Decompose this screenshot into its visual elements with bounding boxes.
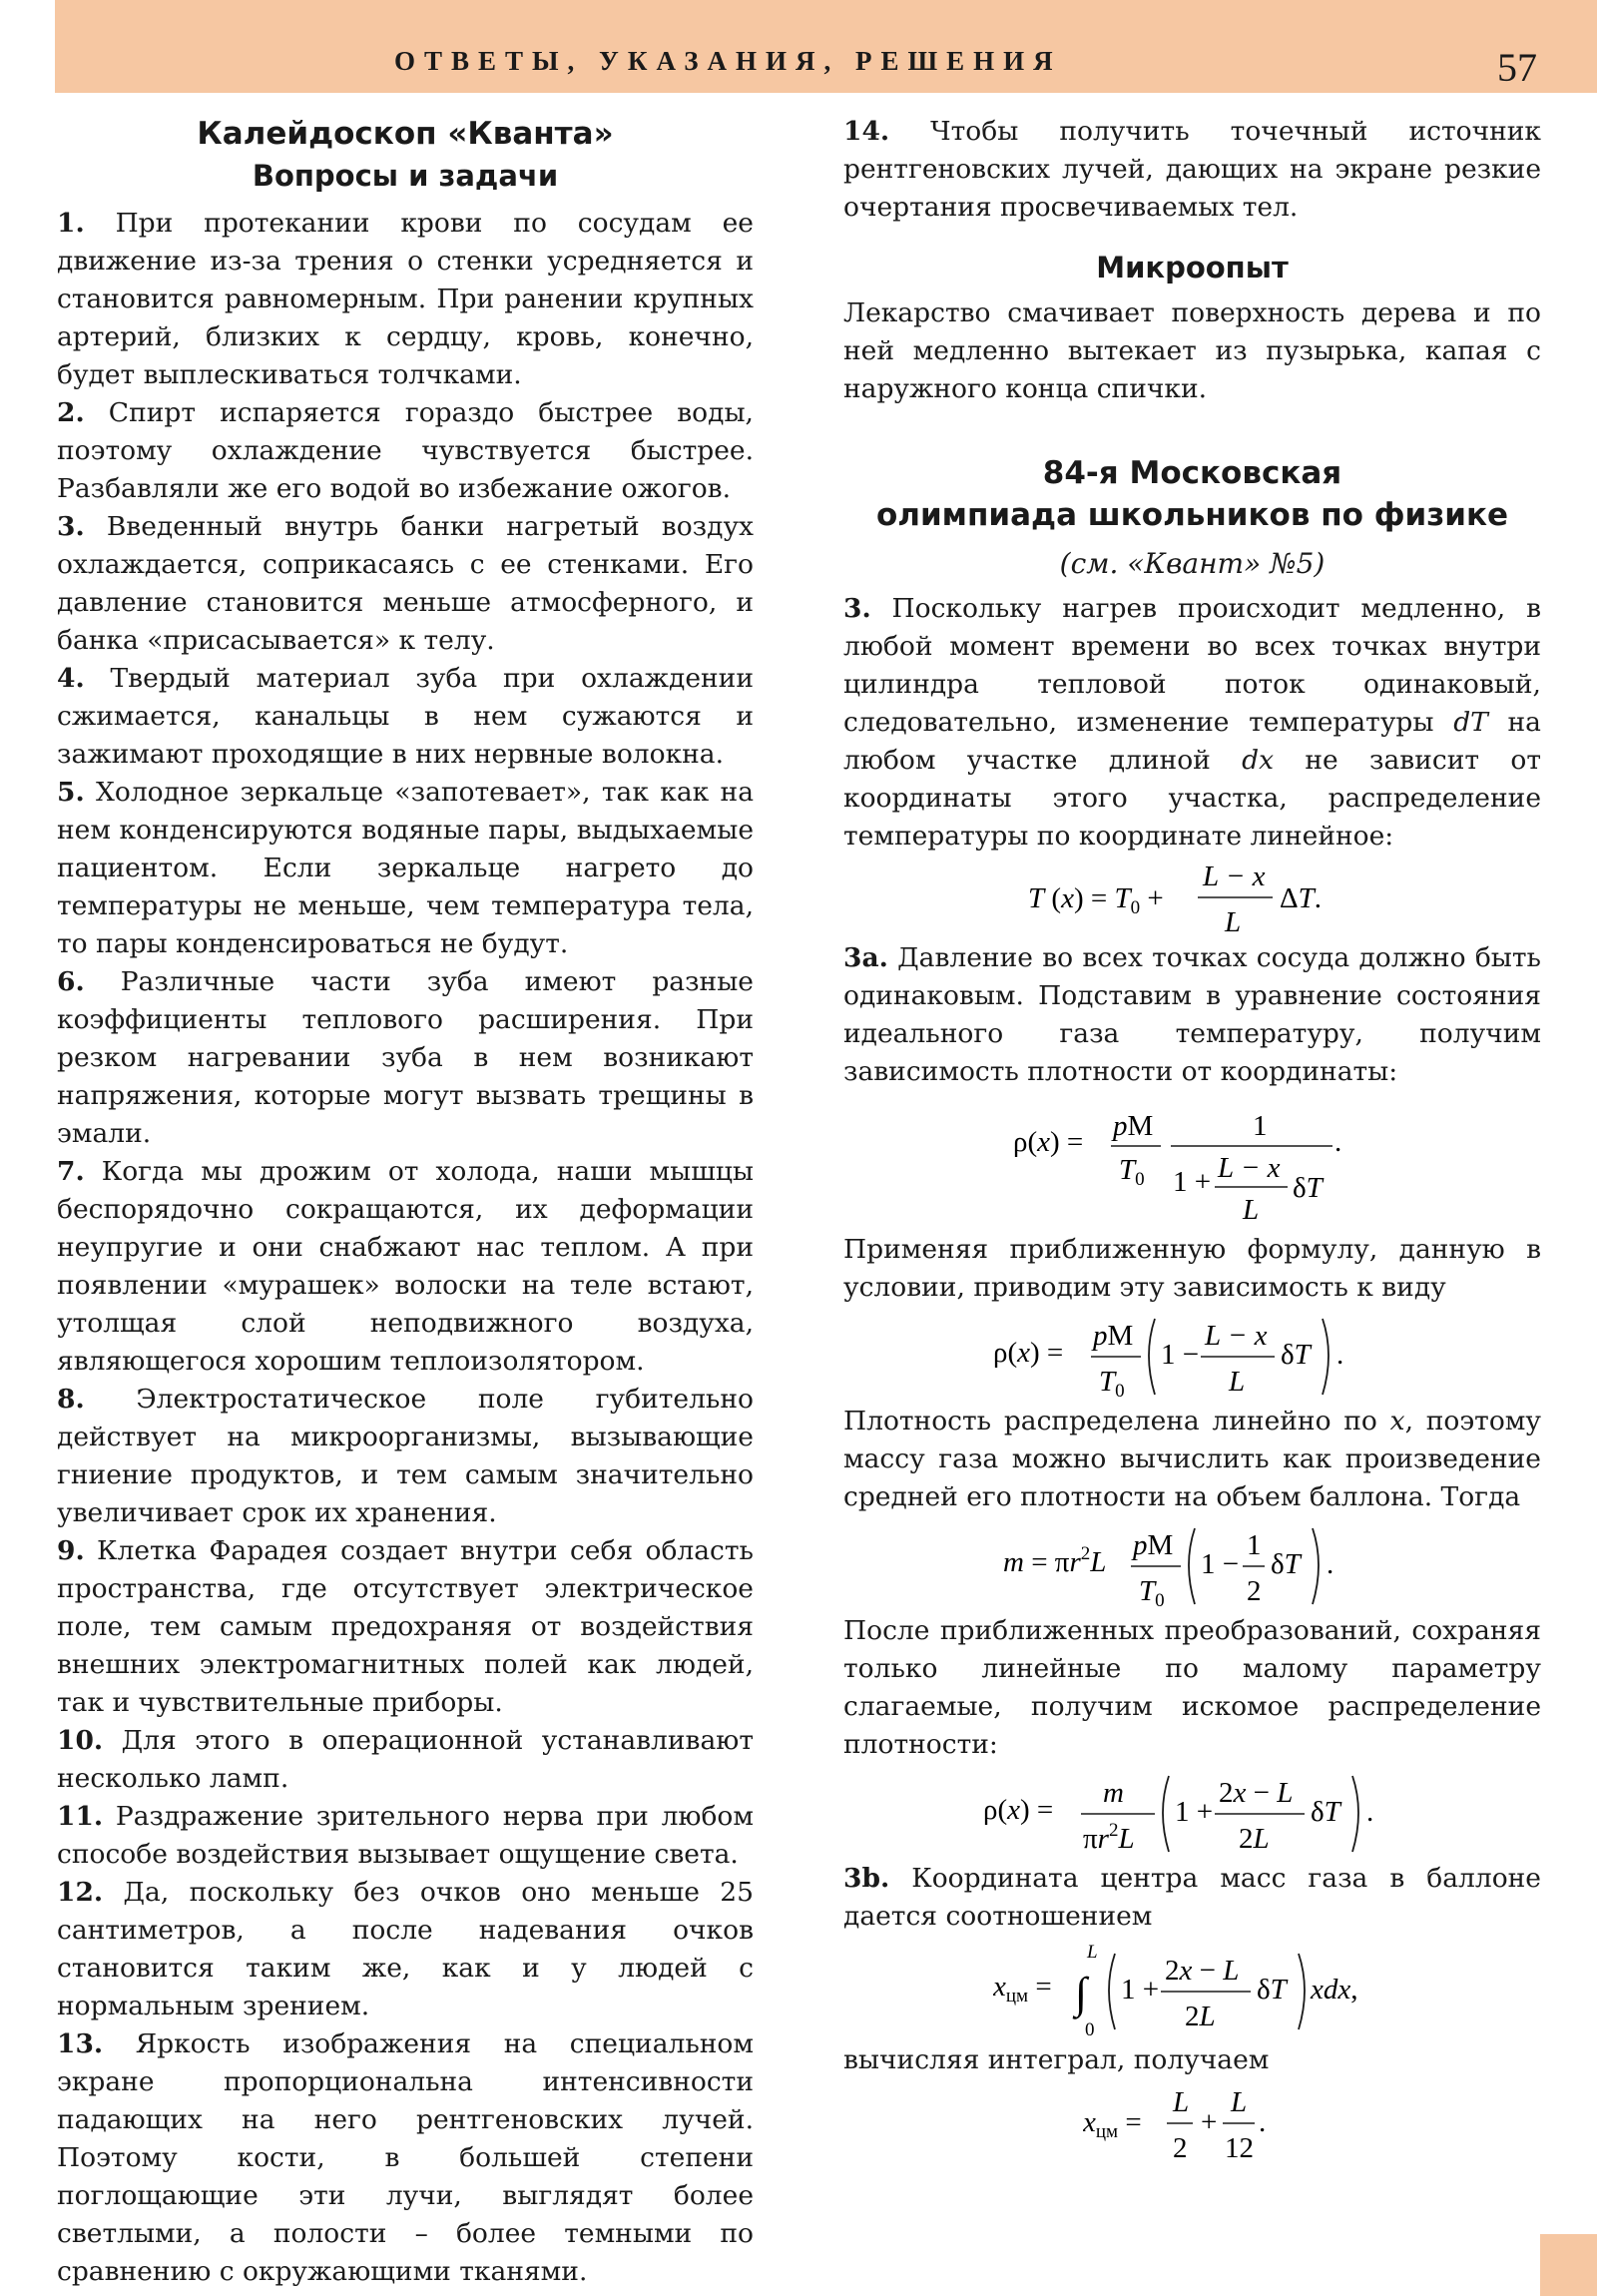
svg-text:L: L: [1228, 1366, 1245, 1398]
answer-number: 8.: [57, 1384, 85, 1415]
answer-text: Когда мы дрожим от холода, наши мышцы беспорядочно сокращаются, их деформации неупругие и они снабжают нас теплом. А при появлении «мурашек» волоски на теле встают, утолщая слой неподвижного воздуха, являющегося хорошим теплоизолятором.: [57, 1156, 754, 1377]
answer-item: [57, 1798, 754, 1874]
olympiad-heading-line2: олимпиада школьников по физике: [875, 497, 1509, 533]
svg-text:2: 2: [1172, 2132, 1187, 2164]
svg-text:1 −: 1 −: [1160, 1339, 1199, 1371]
answer-number: 2.: [57, 397, 85, 428]
svg-text:2x − L: 2x − L: [1218, 1777, 1293, 1809]
answer-item: [57, 508, 754, 660]
svg-text:T0: $T_0$: [1118, 1154, 1145, 1190]
answer-number: 9.: [57, 1535, 85, 1566]
answer-text: Спирт испаряется гораздо быстрее воды, поэтому охлаждение чувствуется быстрее. Разбавляли же его водой во избежание ожогов.: [57, 397, 754, 504]
svg-text:+: +: [1200, 2106, 1217, 2138]
answer-text: Различные части зуба имеют разные коэффициенты теплового расширения. При резком нагревании зуба в нем возникают напряжения, которые могут вызвать трещины в эмали.: [57, 966, 754, 1149]
answer-item: [57, 774, 754, 963]
section-heading: Калейдоскоп «Кванта»: [197, 116, 614, 152]
svg-text:1 +: 1 +: [1120, 1974, 1159, 2006]
solution-3a: 3a. Давление во всех точках сосуда должно быть одинаковым. Подставим в уравнение состояния идеального газа температуру, получим зависимость плотности от координаты:: [843, 942, 1541, 1087]
svg-text:L − x: L − x: [1202, 861, 1266, 892]
answer-number: 5.: [57, 777, 85, 808]
svg-text:m = πr2L: $m = \pi r^2L$: [1002, 1543, 1106, 1578]
answer-item: [57, 963, 754, 1153]
answer-number: 7.: [57, 1156, 85, 1187]
svg-text:xdx,: xdx,: [1310, 1974, 1357, 2006]
svg-text:2L: 2L: [1238, 1823, 1270, 1855]
answer-text: Да, поскольку без очков оно меньше 25 сантиметров, а после надевания очков становится таким же, как и у людей с нормальным зрением.: [57, 1877, 754, 2021]
answer-item: [57, 205, 754, 394]
footer-tab: [1540, 2234, 1597, 2296]
formula-density-exact: [843, 1091, 1541, 1231]
svg-text:2: 2: [1246, 1575, 1261, 1607]
answer-text: Клетка Фарадея создает внутри себя область пространства, где отсутствует электрическое поле, тем самым предохраняя от воздействия внешних электромагнитных полей как людей, так и чувствительные приборы.: [57, 1535, 754, 1718]
svg-text:δT: δT: [1280, 1339, 1311, 1371]
answer-item: [57, 1153, 754, 1381]
solution-3b: 3b. Координата центра масс газа в баллоне дается соотношением: [843, 1863, 1541, 1932]
running-header: ОТВЕТЫ, УКАЗАНИЯ, РЕШЕНИЯ: [394, 46, 1062, 76]
svg-text:1 −: 1 −: [1200, 1548, 1239, 1580]
formula-mass: [843, 1516, 1541, 1612]
answer-item: [57, 660, 754, 774]
svg-text:12: 12: [1224, 2132, 1254, 2164]
svg-text:.: .: [1258, 2106, 1266, 2138]
answer-number: 6.: [57, 966, 85, 997]
svg-text:L: L: [1242, 1194, 1259, 1226]
answer-text: Для этого в операционной устанавливают несколько ламп.: [57, 1725, 754, 1794]
answer-text: Введенный внутрь банки нагретый воздух охлаждается, соприкасаясь с ее стенками. Его давление становится меньше атмосферного, и банка «присасывается» к телу.: [57, 511, 754, 656]
answer-item: [57, 1532, 754, 1722]
svg-text:.: .: [1333, 1126, 1341, 1158]
answer-text: Твердый материал зуба при охлаждении сжимается, канальцы в нем сужаются и зажимают проходящие в них нервные волокна.: [57, 663, 754, 770]
formula-temperature: [843, 856, 1541, 939]
svg-text:ΔT.: ΔT.: [1279, 882, 1322, 914]
olympiad-heading-line1: 84-я Московская: [1042, 455, 1342, 491]
svg-text:L − x: L − x: [1217, 1152, 1281, 1184]
formula-density-final: [843, 1764, 1541, 1860]
svg-text:pM: pM: [1112, 1110, 1153, 1142]
answer-text: При протекании крови по сосудам ее движение из-за трения о стенки усредняется и становится равномерным. При ранении крупных артерий, близких к сердцу, кровь, конечно, будет выплескиваться толчками.: [57, 208, 754, 390]
olympiad-reference: (см. «Квант» №5): [1059, 547, 1326, 580]
svg-text:ρ(x) =: ρ(x) =: [1012, 1126, 1083, 1158]
svg-text:πr2L: $\pi r^2L$: [1082, 1820, 1135, 1855]
svg-text:m: m: [1102, 1777, 1124, 1809]
answer-text: Холодное зеркальце «запотевает», так как на нем конденсируются водяные пары, выдыхаемые пациентом. Если зеркальце нагрето до температуры не меньше, чем температура тела, то пары конденсироваться не будут.: [57, 777, 754, 959]
formula-result: [843, 2079, 1541, 2169]
answer-number: 1.: [57, 208, 85, 239]
answer-item: [57, 1722, 754, 1798]
svg-text:L − x: L − x: [1204, 1320, 1268, 1352]
text-approx: Применяя приближенную формулу, данную в условии, приводим эту зависимость к виду: [843, 1234, 1541, 1303]
svg-text:ρ(x) =: ρ(x) =: [982, 1794, 1053, 1826]
svg-text:L: L: [1224, 906, 1241, 938]
answer-item: [57, 394, 754, 508]
svg-text:ρ(x) =: ρ(x) =: [992, 1337, 1063, 1369]
answer-number: 13.: [57, 2028, 104, 2059]
svg-text:2x − L: 2x − L: [1164, 1955, 1239, 1987]
svg-text:δT: δT: [1270, 1548, 1301, 1580]
solution-3: 3. Поскольку нагрев происходит медленно, в любой момент времени во всех точках внутри цилиндра тепловой поток одинаковый, следовательно, изменение температуры dT на любом участке длиной dx не зависит от координаты этого участка, распределение температуры по координате линейное:: [843, 593, 1541, 852]
answer-text: Раздражение зрительного нерва при любом способе воздействия вызывает ощущение света.: [57, 1801, 754, 1870]
svg-text:L: L: [1172, 2086, 1189, 2118]
text-integral: вычисляя интеграл, получаем: [843, 2044, 1270, 2075]
svg-text:δT: δT: [1292, 1172, 1323, 1204]
svg-text:2L: 2L: [1184, 2001, 1216, 2032]
answer-text: Яркость изображения на специальном экране пропорциональна интенсивности падающих на него рентгеновских лучей. Поэтому кости, в большей степени поглощающие эти лучи, выглядят более светлыми, а полости – более темными по сравнению с окружающими тканями.: [57, 2028, 754, 2287]
svg-text:1: 1: [1246, 1529, 1261, 1561]
answer-item: [57, 2025, 754, 2291]
svg-text:1 +: 1 +: [1174, 1796, 1213, 1828]
answer-text: Электростатическое поле губительно действует на микроорганизмы, вызывающие гниение продуктов, и тем самым значительно увеличивает срок их хранения.: [57, 1384, 754, 1528]
svg-text:1: 1: [1252, 1110, 1267, 1142]
svg-text:δT: δT: [1256, 1974, 1287, 2006]
page-number: 57: [1497, 45, 1537, 90]
svg-text:δT: δT: [1310, 1796, 1340, 1828]
svg-text:.: .: [1365, 1796, 1373, 1828]
svg-text:∫: ∫: [1074, 1969, 1087, 2017]
svg-text:.: .: [1335, 1339, 1343, 1371]
svg-text:T (x) = T0 +: T $(x) = T_0$ +: [1027, 882, 1164, 918]
formula-center-of-mass: [843, 1936, 1541, 2041]
answer-number: 12.: [57, 1877, 104, 1908]
answer-number: 10.: [57, 1725, 104, 1756]
answer-item: [57, 1874, 754, 2025]
svg-text:pM: pM: [1132, 1529, 1173, 1561]
svg-text:T0: $T_0$: [1098, 1366, 1125, 1402]
svg-text:xцм =: $x_{цм}$ =: [992, 1971, 1052, 2007]
answer-number: 3.: [57, 511, 85, 542]
formula-density-approx: [843, 1307, 1541, 1403]
subsection-heading: Вопросы и задачи: [252, 159, 559, 193]
left-column: [57, 113, 754, 2291]
answer-number: 11.: [57, 1801, 104, 1832]
svg-text:0: 0: [1084, 2019, 1094, 2040]
answer-item: [57, 1381, 754, 1532]
microexp-text: Лекарство смачивает поверхность дерева и по ней медленно вытекает из пузырька, капая с наружного конца спички.: [843, 297, 1541, 404]
svg-text:pM: pM: [1092, 1320, 1133, 1352]
right-column: [843, 113, 1541, 2169]
svg-text:1 +: 1 +: [1172, 1166, 1211, 1198]
svg-text:L: L: [1086, 1942, 1098, 1963]
answer-14: 14. Чтобы получить точечный источник рентгеновских лучей, дающих на экране резкие очертания просвечиваемых тел.: [843, 116, 1541, 223]
svg-text:T0: $T_0$: [1138, 1575, 1165, 1611]
text-linear: Плотность распределена линейно по x, поэтому массу газа можно вычислить как произведение средней его плотности на объем баллона. Тогда: [843, 1406, 1541, 1512]
microexp-heading: Микроопыт: [1096, 251, 1289, 285]
answer-number: 4.: [57, 663, 85, 694]
answer-list: [57, 205, 754, 2291]
text-after: После приближенных преобразований, сохраняя только линейные по малому параметру слагаемые, получим искомое распределение плотности:: [843, 1615, 1541, 1760]
svg-text:L: L: [1230, 2086, 1247, 2118]
svg-text:xцм =: $x_{цм}$ =: [1082, 2106, 1142, 2142]
svg-text:.: .: [1326, 1548, 1333, 1580]
